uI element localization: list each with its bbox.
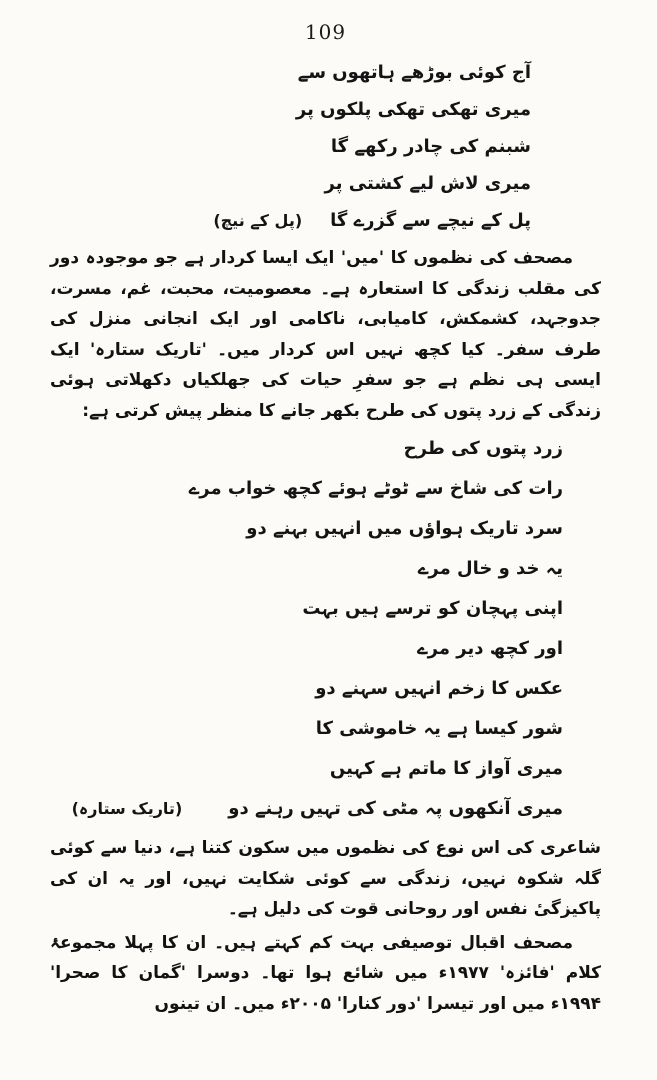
paragraph-commentary-1: مصحف کی نظموں کا 'میں' ایک ایسا کردار ہے جو موجودہ دور کی مقلب زندگی کا استعارہ ہے۔ معصومیت، محبت، غم، مسرت، جدوجہد، کشمکش، کامیابی، ناکامی اور ایک انجانی منزل کی طرف سفر۔ کیا کچھ نہیں اس کردار میں۔ 'تاریک ستارہ' ایک ایسی ہی نظم ہے جو سفرِ حیات کی جھلکیاں دکھلاتی ہوئی زندگی کے زرد پتوں کی طرح بکھر جانے کا منظر پیش کرتی ہے:: [50, 248, 601, 421]
poem-line: اپنی پہچان کو ترسے ہیں بہت: [302, 598, 563, 619]
poem-line: میری آواز کا ماتم ہے کہیں: [329, 758, 563, 779]
poem-line: میری تھکی تھکی پلکوں پر: [295, 99, 531, 120]
poem-line: شور کیسا ہے یہ خاموشی کا: [315, 718, 563, 739]
poem-attribution: (پل کے نیچ): [213, 211, 303, 230]
poem-last-line-row: [50, 789, 601, 829]
poem-line: اور کچھ دیر مرے: [417, 638, 563, 659]
poem-line: یہ خد و خال مرے: [417, 558, 563, 579]
poem-last-line-row: [50, 202, 601, 239]
paragraph-commentary-2: شاعری کی اس نوع کی نظموں میں سکون کتنا ہے، دنیا سے کوئی گلہ شکوہ نہیں، زندگی سے کوئی شکایت نہیں، اور یہ ان کی پاکیزگیٔ نفس اور روحانی قوت کی دلیل ہے۔: [50, 838, 601, 919]
poem-line: عکس کا زخم انہیں سہنے دو: [315, 678, 563, 699]
poem-tareek-sitara: [50, 429, 601, 829]
poem-line: میری لاش لیے کشتی پر: [324, 173, 531, 194]
poem-attribution: (تاریک ستارہ): [71, 799, 183, 818]
poem-line: شبنم کی چادر رکھے گا: [330, 136, 531, 157]
poem-line: زرد پتوں کی طرح: [403, 438, 563, 459]
poem-pul-ke-neeche: [50, 54, 601, 239]
poem-line: میری آنکھوں پہ مٹی کی تہیں رہنے دو: [228, 798, 563, 819]
poem-line: سرد تاریک ہواؤں میں انہیں بہنے دو: [246, 518, 563, 539]
page-number: 109: [304, 20, 347, 44]
poem-line: پل کے نیچے سے گزرے گا: [330, 210, 531, 231]
poem-line: آج کوئی بوڑھے ہاتھوں سے: [297, 62, 531, 83]
paragraph-commentary-3: مصحف اقبال توصیفی بہت کم کہتے ہیں۔ ان کا پہلا مجموعۂ کلام 'فائزہ' ۱۹۷۷ء میں شائع ہوا تھا۔ دوسرا 'گمان کا صحرا' ۱۹۹۴ء میں اور تیسرا 'دور کنارا' ۲۰۰۵ء میں۔ ان تینوں: [50, 932, 601, 1014]
poem-line: رات کی شاخ سے ٹوٹے ہوئے کچھ خواب مرے: [188, 478, 563, 499]
